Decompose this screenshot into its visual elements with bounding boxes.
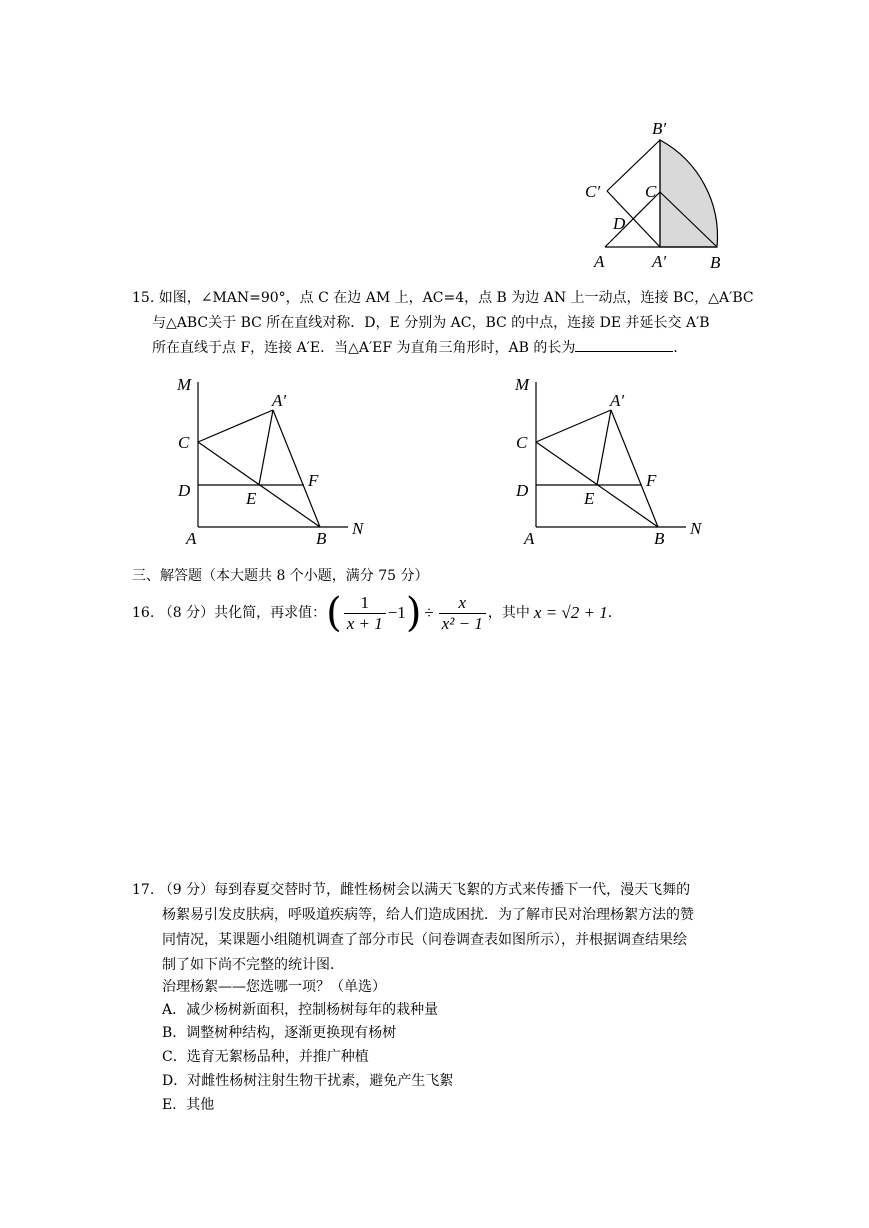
left-figure <box>170 372 370 552</box>
section-3-title: 三、解答题（本大题共 8 个小题，满分 75 分） <box>132 568 429 584</box>
q16-condition: x = √2 + 1 <box>533 603 608 622</box>
left-paren: ( <box>326 590 342 636</box>
top-figure <box>585 115 735 275</box>
label-A: A <box>524 529 535 548</box>
label-N: N <box>690 519 702 538</box>
label-M: M <box>515 375 530 394</box>
label-D: D <box>178 481 191 500</box>
q17-line4: 制了如下尚不完整的统计图． <box>162 957 344 973</box>
line-Aprime-E <box>259 410 273 485</box>
label-C: C <box>178 433 190 452</box>
q16-middle: ，其中 <box>487 605 530 621</box>
label-N: N <box>352 519 364 538</box>
q16-end: ． <box>607 605 622 621</box>
fraction-2-denominator: x² − 1 <box>441 613 483 633</box>
label-B: B <box>654 529 665 548</box>
q17-line1: 17. （9 分）每到春夏交替时节，雌性杨树会以满天飞絮的方式来传播下一代，漫天飞舞的 <box>132 882 691 898</box>
fraction-1-numerator: 1 <box>344 593 386 614</box>
label-E: E <box>584 489 595 508</box>
survey-option-d: D．对雌性杨树注射生物干扰素，避免产生飞絮 <box>162 1073 454 1089</box>
label-D: D <box>613 214 626 233</box>
label-B: B <box>316 529 327 548</box>
q16-prefix: 16. （8 分）共化简，再求值： <box>132 605 327 621</box>
label-A: A <box>594 252 605 271</box>
q17-line2: 杨絮易引发皮肤病，呼吸道疾病等，给人们造成困扰．为了解市民对治理杨絮方法的赞 <box>162 907 694 923</box>
label-A-prime: A′ <box>272 391 287 410</box>
q15-line1: 15. 如图，∠MAN=90°，点 C 在边 AM 上，AC=4，点 B 为边 AN 上一动点，连接 BC，△A′BC <box>132 290 754 306</box>
survey-option-c: C．选育无絮杨品种，并推广种植 <box>162 1049 369 1065</box>
label-B: B <box>710 253 721 272</box>
line-Aprime-B <box>273 410 320 527</box>
line-C-Aprime <box>536 410 611 442</box>
q15-line3-text: 所在直线于点 F，连接 A′E．当△A′EF 为直角三角形时，AB 的长为 <box>152 340 576 356</box>
survey-option-b: B．调整树种结构，逐渐更换现有杨树 <box>162 1025 397 1041</box>
q17-line3: 同情况，某课题小组随机调查了部分市民（问卷调查表如图所示），并根据调查结果绘 <box>162 932 687 948</box>
survey-option-a: A．减少杨树新面积，控制杨树每年的栽种量 <box>162 1002 439 1018</box>
line-Aprime-B <box>611 410 658 527</box>
shaded-sector <box>660 140 717 247</box>
label-D: D <box>516 481 529 500</box>
label-A-prime: A′ <box>652 252 667 271</box>
label-F: F <box>646 471 657 490</box>
label-C-prime: C′ <box>585 182 601 201</box>
label-C: C <box>516 433 528 452</box>
label-A-prime: A′ <box>610 391 625 410</box>
survey-title: 治理杨絮——您选哪一项？（单选） <box>162 979 386 995</box>
label-F: F <box>308 471 319 490</box>
minus-one: −1 <box>387 603 406 622</box>
fraction-1-denominator: x + 1 <box>346 613 383 633</box>
q15-line3 <box>152 336 687 360</box>
label-B-prime: B′ <box>652 119 667 138</box>
label-C: C <box>645 182 657 201</box>
fraction-2 <box>439 593 486 634</box>
q15-line3-end: ． <box>673 340 688 356</box>
label-E: E <box>246 489 257 508</box>
right-figure <box>508 372 708 552</box>
q15-line2: 与△ABC关于 BC 所在直线对称．D，E 分别为 AC，BC 的中点，连接 DE 并延长交 A′B <box>152 315 710 331</box>
right-paren: ) <box>405 590 422 636</box>
fraction-2-numerator: x <box>439 593 486 614</box>
label-A: A <box>186 529 197 548</box>
line-C-Aprime <box>198 410 273 442</box>
answer-blank <box>575 337 673 352</box>
label-M: M <box>177 375 192 394</box>
fraction-1 <box>344 593 386 634</box>
q16 <box>132 588 622 638</box>
divide-sign: ÷ <box>424 603 434 622</box>
survey-option-e: E．其他 <box>162 1097 215 1113</box>
line-Aprime-E <box>597 410 611 485</box>
